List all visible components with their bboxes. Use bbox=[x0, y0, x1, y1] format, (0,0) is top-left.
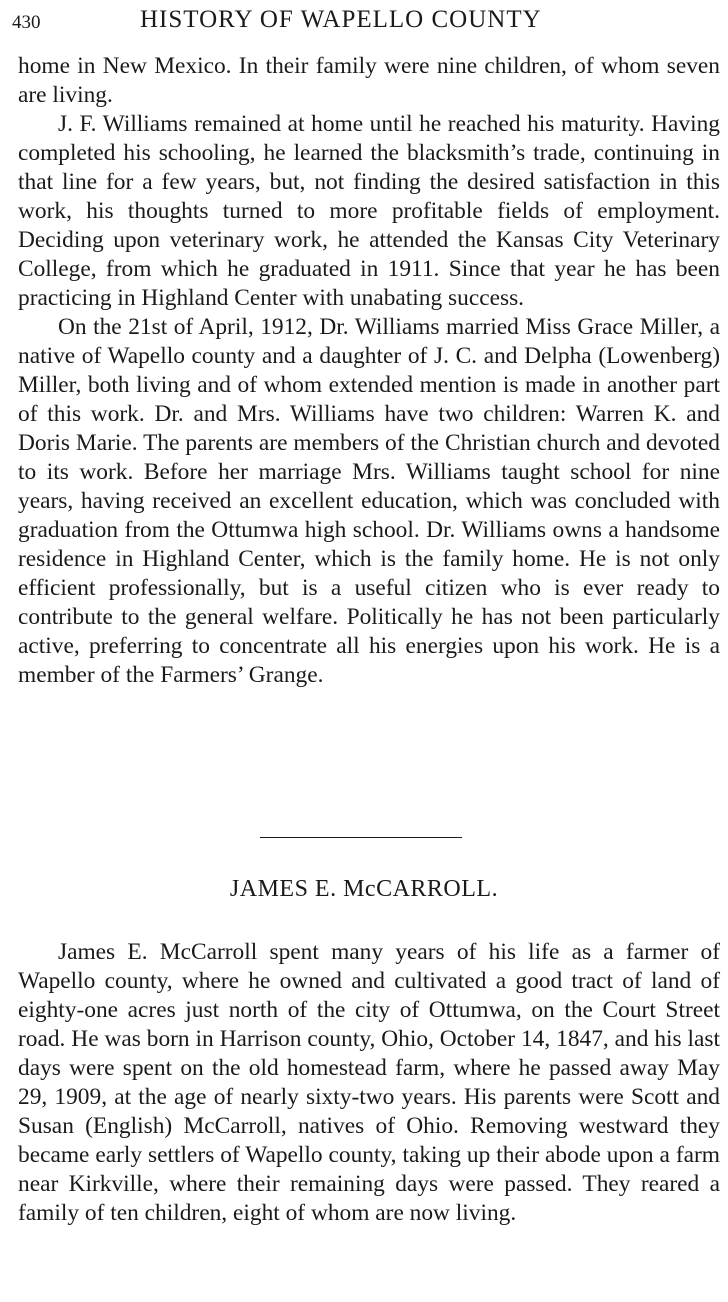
running-title: HISTORY OF WAPELLO COUNTY bbox=[140, 6, 542, 33]
paragraph: On the 21st of April, 1912, Dr. Williams married Miss Grace Miller, a native of Wapello county and a daughter of J. C. and Delpha (Lowenberg) Miller, both living and of whom extended mention is made in another part of this work. Dr. and Mrs. Williams have two children: Warren K. and Doris Marie. The parents are members of the Christian church and devoted to its work. Before her marriage Mrs. Williams taught school for nine years, having received an excellent education, which was concluded with graduation from the Ottumwa high school. Dr. Williams owns a handsome residence in Highland Center, which is the family home. He is not only efficient professionally, but is a useful citizen who is ever ready to contribute to the general welfare. Politically he has not been particularly active, preferring to concentrate all his energies upon his work. He is a member of the Farmers’ Grange. bbox=[18, 314, 720, 688]
page-number: 430 bbox=[12, 12, 41, 33]
page-header bbox=[0, 6, 728, 42]
williams-biography bbox=[18, 52, 720, 690]
section-divider bbox=[260, 837, 462, 838]
paragraph: James E. McCarroll spent many years of his life as a farmer of Wapello county, where he owned and cultivated a good tract of land of eighty-one acres just north of the city of Ottumwa, on the Court Street road. He was born in Harrison county, Ohio, October 14, 1847, and his last days were spent on the old homestead farm, where he passed away May 29, 1909, at the age of nearly sixty-two years. His parents were Scott and Susan (English) McCarroll, natives of Ohio. Removing westward they became early settlers of Wapello county, taking up their abode upon a farm near Kirkville, where their remaining days were passed. They reared a family of ten children, eight of whom are now living. bbox=[18, 939, 720, 1226]
mccarroll-biography bbox=[18, 938, 720, 1228]
paragraph-continuation: home in New Mexico. In their family were nine children, of whom seven are living. bbox=[18, 53, 720, 108]
section-heading: JAMES E. McCARROLL. bbox=[229, 876, 499, 902]
paragraph: J. F. Williams remained at home until he reached his maturity. Having completed his schooling, he learned the blacksmith’s trade, continuing in that line for a few years, but, not finding the desired satisfaction in this work, his thoughts turned to more profitable fields of employment. Deciding upon veterinary work, he attended the Kansas City Veterinary College, from which he graduated in 1911. Since that year he has been practicing in Highland Center with unabating success. bbox=[18, 111, 720, 311]
